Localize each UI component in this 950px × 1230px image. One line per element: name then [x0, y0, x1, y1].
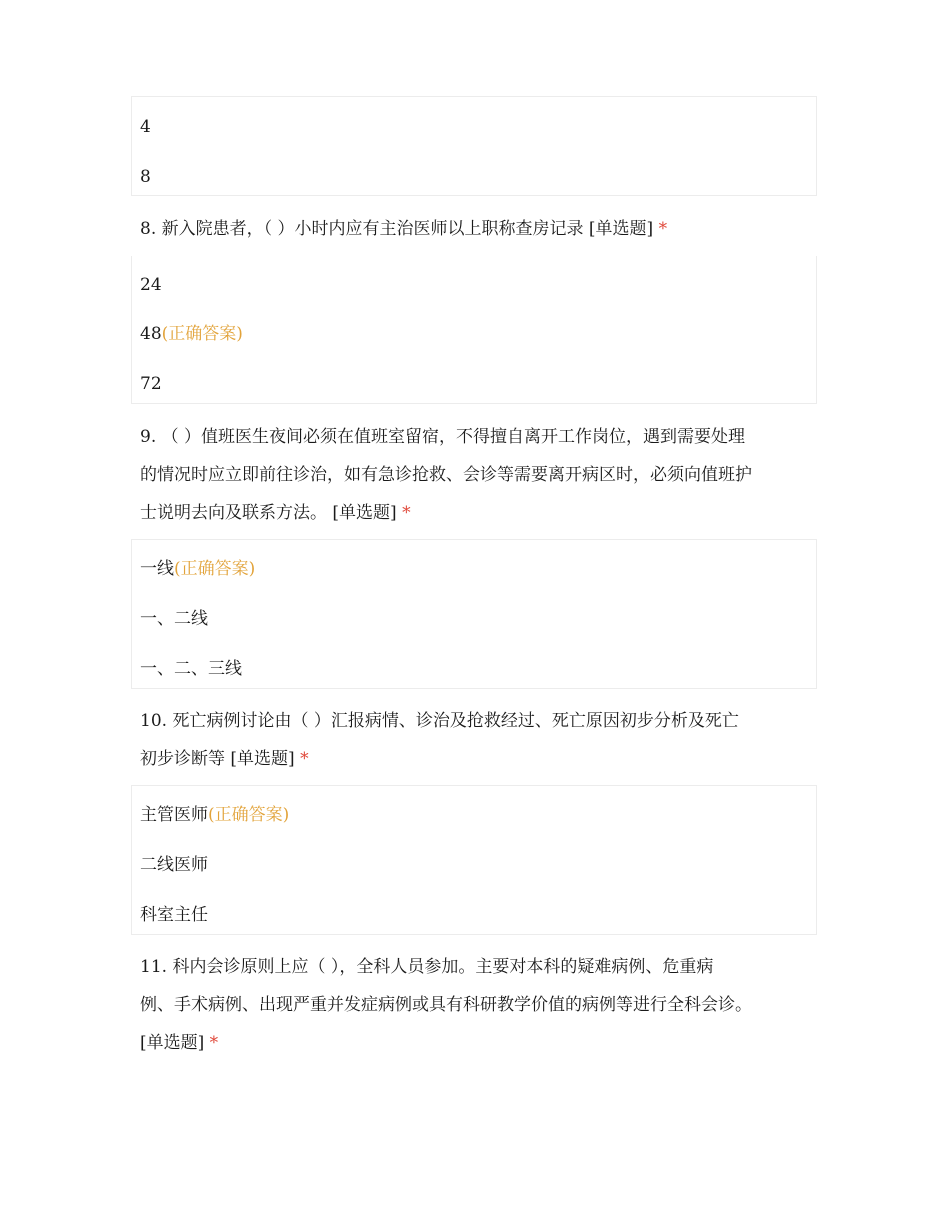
question-10-line-2: 初步诊断等 [单选题]	[140, 749, 295, 769]
question-10-line-1: 10. 死亡病例讨论由（ ）汇报病情、诊治及抢救经过、死亡原因初步分析及死亡	[140, 711, 739, 731]
question-8-title	[140, 210, 820, 248]
required-mark: *	[209, 1033, 219, 1053]
question-9-line-1: 9. （ ）值班医生夜间必须在值班室留宿，不得擅自离开工作岗位，遇到需要处理	[140, 427, 746, 447]
q9-option-first-second-line[interactable]: 一、二线	[140, 609, 208, 629]
required-mark: *	[658, 219, 668, 239]
q10-option-second-line[interactable]: 二线医师	[140, 855, 208, 875]
option-label: 主管医师	[140, 805, 208, 825]
question-9-title	[140, 418, 820, 532]
question-9-line-3: 士说明去向及联系方法。 [单选题]	[140, 503, 397, 523]
q9-option-first-second-third-line[interactable]: 一、二、三线	[140, 659, 242, 679]
option-label: 一线	[140, 559, 174, 579]
question-8-text: 8. 新入院患者，（ ）小时内应有主治医师以上职称查房记录 [单选题]	[140, 219, 654, 239]
option-8[interactable]: 8	[140, 167, 151, 187]
correct-answer-marker: (正确答案)	[161, 324, 243, 344]
required-mark: *	[402, 503, 411, 523]
q9-option-first-line[interactable]	[140, 557, 255, 581]
question-10-title	[140, 702, 820, 778]
q10-option-attending[interactable]	[140, 803, 289, 827]
option-label: 48	[140, 324, 162, 344]
q8-option-48[interactable]	[140, 322, 243, 346]
prev-question-options	[131, 96, 817, 196]
correct-answer-marker: (正确答案)	[208, 805, 290, 825]
option-4[interactable]: 4	[140, 117, 151, 137]
q8-option-72[interactable]: 72	[140, 374, 162, 394]
question-11-title	[140, 948, 820, 1062]
required-mark: *	[300, 749, 309, 769]
question-11-line-2: 例、手术病例、出现严重并发症病例或具有科研教学价值的病例等进行全科会诊。	[140, 995, 752, 1015]
question-11-line-3: [单选题]	[140, 1033, 205, 1053]
question-9-line-2: 的情况时应立即前往诊治，如有急诊抢救、会诊等需要离开病区时，必须向值班护	[140, 465, 752, 485]
q10-option-director[interactable]: 科室主任	[140, 905, 208, 925]
q8-option-24[interactable]: 24	[140, 275, 162, 295]
question-11-line-1: 11. 科内会诊原则上应（ ），全科人员参加。主要对本科的疑难病例、危重病	[140, 957, 714, 977]
correct-answer-marker: (正确答案)	[174, 559, 256, 579]
